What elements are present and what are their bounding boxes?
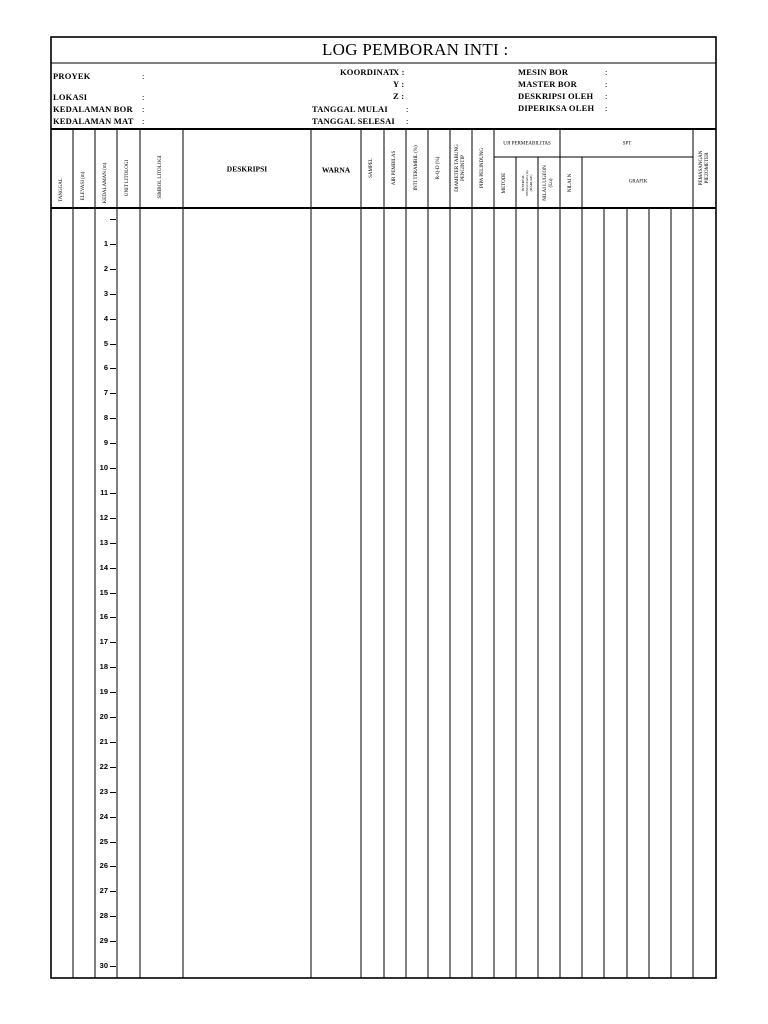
depth-tick-label: 22 [99,762,108,771]
col-header-diameter [455,144,467,191]
depth-tick-label: 9 [103,438,108,447]
depth-tick-mark [110,319,116,320]
depth-tick-mark [110,418,116,419]
page-title: LOG PEMBORAN INTI : [322,40,509,59]
depth-tick-mark [110,468,116,469]
tanggal-mulai-label: TANGGAL MULAI [312,104,388,114]
depth-tick-mark [110,692,116,693]
depth-tick-label: 2 [103,264,108,273]
depth-tick-mark [110,617,116,618]
depth-tick-mark [110,593,116,594]
depth-tick-mark [110,393,116,394]
depth-tick-label: 28 [99,911,108,920]
depth-tick-label: 16 [99,612,108,621]
lokasi-label: LOKASI [53,92,88,102]
pemasangan-line-2: PIEZOMETER [705,152,710,184]
depth-tick-mark [110,269,116,270]
depth-tick-label: 23 [99,787,108,796]
depth-tick-label: 30 [99,961,108,970]
depth-tick-mark [110,941,116,942]
depth-tick-label: 7 [103,388,108,397]
master-bor-colon: : [605,79,608,89]
depth-tick-mark [110,792,116,793]
depth-tick-label: 20 [99,712,108,721]
depth-tick-label: 24 [99,812,108,821]
deskripsi-oleh-label: DESKRIPSI OLEH [518,91,594,101]
col-header-tanggal: TANGGAL [59,178,64,202]
kedalaman-mat-colon: : [142,116,145,126]
depth-tick-mark [110,842,116,843]
depth-tick-mark [110,642,116,643]
depth-tick-label: 1 [103,239,108,248]
diperiksa-oleh-label: DIPERIKSA OLEH [518,103,595,113]
deskripsi-oleh-colon: : [605,91,608,101]
col-header-unit-litologi: UNIT LITOLOGI [125,159,130,197]
kedalaman-bor-colon: : [142,104,145,114]
depth-tick-label: 5 [103,339,108,348]
master-bor-label: MASTER BOR [518,79,577,89]
col-header-uji-permeabilitas: UJI PERMEABILITAS [503,141,551,147]
depth-tick-label: 15 [99,588,108,597]
depth-tick-mark [110,817,116,818]
depth-tick-mark [110,916,116,917]
col-header-nilai-lugeon [543,165,555,200]
tanggal-mulai-colon: : [406,104,409,114]
depth-tick-label: 11 [100,488,108,497]
tanggal-selesai-colon: : [406,116,409,126]
koordinat-x: X : [393,67,405,77]
depth-tick-mark [110,568,116,569]
interval-line-1: INTERVAL [521,174,525,192]
col-header-inti-terambil: INTI TERAMBIL (%) [414,145,419,191]
depth-tick-mark [110,667,116,668]
mesin-bor-label: MESIN BOR [518,67,569,77]
col-header-nilai-n: NILAI N [568,173,573,193]
proyek-label: PROYEK [53,71,91,81]
tanggal-selesai-label: TANGGAL SELESAI [312,116,395,126]
depth-tick-mark [110,717,116,718]
lokasi-colon: : [142,92,145,102]
depth-tick-label: 27 [99,886,108,895]
diperiksa-oleh-colon: : [605,103,608,113]
nilai-lugeon-line-2: (Lu) [549,178,554,188]
depth-tick-label: 25 [99,837,108,846]
koordinat-y: Y : [393,79,405,89]
depth-tick-label: 4 [103,314,108,323]
diameter-line-2: PENGINTIP [461,155,466,181]
depth-tick-label: 17 [99,637,108,646]
proyek-colon: : [142,71,145,81]
col-header-interval [521,170,533,195]
depth-tick-label: 3 [103,289,108,298]
depth-tick-mark [110,294,116,295]
col-header-pemasangan-piezometer [699,151,711,186]
depth-tick-mark [110,518,116,519]
depth-tick-label: 26 [99,861,108,870]
depth-tick-label: 6 [103,363,108,372]
nilai-lugeon-line-1: NILAI LUGEON [543,165,548,201]
col-header-metode: METODE [502,172,507,194]
depth-tick-mark [110,891,116,892]
col-header-rqd: R-Q-D (%) [436,156,441,180]
koordinat-label: KOORDINAT [340,67,395,77]
koordinat-z: Z : [393,91,405,101]
kedalaman-bor-label: KEDALAMAN BOR [53,104,133,114]
depth-tick-label: 29 [99,936,108,945]
interval-line-3: (DARI-KE) [529,174,533,192]
depth-tick-label: 18 [99,662,108,671]
depth-tick-label: 14 [99,563,108,572]
depth-tick-mark [110,344,116,345]
depth-tick-mark [110,543,116,544]
depth-tick-mark [110,742,116,743]
col-header-warna: WARNA [321,165,351,175]
depth-tick-mark [110,368,116,369]
col-header-air-pembilas: AIR PEMBILAS [392,150,397,186]
kedalaman-mat-label: KEDALAMAN MAT [53,116,134,126]
depth-tick-label: 13 [99,538,108,547]
depth-tick-mark [110,767,116,768]
col-header-elevasi: ELEVASI (m) [81,171,86,201]
col-header-simbol-litologi: SIMBOL LITOLOGI [158,155,163,199]
depth-tick-mark [110,493,116,494]
depth-tick-label: 8 [103,413,108,422]
col-header-deskripsi: DESKRIPSI [226,164,268,174]
depth-tick-mark [110,866,116,867]
col-header-kedalaman: KEDALAMAN (m) [103,162,108,204]
depth-tick-mark [110,966,116,967]
depth-tick-label: 12 [99,513,108,522]
col-header-pipa-pelindung: PIPA PELINDUNG [480,148,485,188]
col-header-grafik: GRAFIK [628,179,648,185]
col-header-sampel: SAMPEL [369,158,374,178]
depth-tick-mark [110,244,116,245]
col-header-spt: SPT [622,141,632,147]
interval-line-2: PENGUJIAN (m) [525,170,529,196]
depth-tick-label: 21 [99,737,108,746]
depth-tick-mark [110,219,116,220]
pemasangan-line-1: PEMASANGAN [699,150,704,186]
mesin-bor-colon: : [605,67,608,77]
depth-tick-mark [110,443,116,444]
diameter-line-1: DIAMETER TABUNG [455,144,460,192]
depth-tick-label: 19 [99,687,108,696]
depth-tick-label: 10 [99,463,108,472]
